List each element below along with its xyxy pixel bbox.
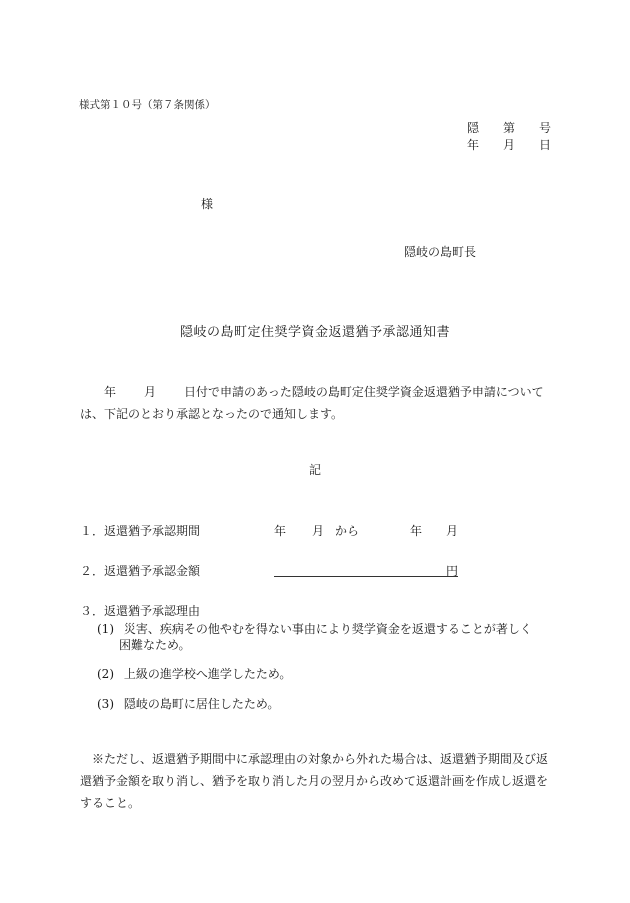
issue-date-row	[0, 136, 630, 152]
item2-label: 返還猶予承認金額	[104, 564, 201, 578]
amount-field[interactable]	[274, 562, 458, 577]
reason-3-text: 隠岐の島町に居住したため。	[123, 697, 280, 711]
date-day: 日	[539, 138, 552, 152]
reason-1	[97, 620, 532, 637]
date-year: 年	[467, 138, 480, 152]
item2-number: ２．	[80, 564, 105, 578]
reference-prefix: 隠	[467, 121, 480, 135]
reference-dai: 第	[503, 121, 516, 135]
period-from-month: 月	[312, 524, 325, 538]
currency-yen: 円	[445, 564, 458, 578]
form-number-label: 様式第１０号（第７条関係）	[79, 99, 216, 111]
reference-go: 号	[539, 121, 552, 135]
period-from-word: から	[335, 524, 360, 538]
body-month: 月	[144, 385, 157, 399]
reason-3	[97, 695, 279, 712]
body-year: 年	[104, 385, 117, 399]
issuer-name: 隠岐の島町長	[404, 245, 477, 259]
item1-label: 返還猶予承認期間	[104, 524, 201, 538]
reason-2-number: (2)	[97, 667, 114, 681]
item3-label: 返還猶予承認理由	[104, 604, 201, 618]
body-paragraph	[80, 381, 555, 425]
reason-1-number: (1)	[97, 622, 114, 636]
note-paragraph	[80, 748, 558, 814]
date-month: 月	[503, 138, 516, 152]
note-text: ※ただし、返還猶予期間中に承認理由の対象から外れた場合は、返還猶予期間及び返還猶予金額を取り消し、猶予を取り消した月の翌月から改めて返還計画を作成し返還をすること。	[80, 752, 549, 810]
period-to-year: 年	[410, 524, 423, 538]
item-approval-reason	[80, 602, 560, 618]
reason-2-text: 上級の進学校へ進学したため。	[123, 667, 292, 681]
reason-1-continuation: 困難なため。	[119, 638, 191, 652]
period-to-month: 月	[446, 524, 459, 538]
addressee-suffix: 様	[201, 197, 214, 211]
body-text: 日付で申請のあった隠岐の島町定住奨学資金返還猶予申請については、下記のとおり承認となったので通知します。	[80, 385, 544, 421]
reason-2	[97, 665, 291, 682]
item-approval-period	[80, 522, 560, 538]
item3-number: ３．	[80, 604, 105, 618]
reference-number-row	[0, 119, 630, 135]
item1-number: １．	[80, 524, 105, 538]
ki-heading: 記	[308, 463, 321, 477]
reason-3-number: (3)	[97, 697, 114, 711]
period-from-year: 年	[274, 524, 287, 538]
reason-1-text: 災害、疾病その他やむを得ない事由により奨学資金を返還することが著しく	[123, 622, 532, 636]
item-approval-amount	[80, 562, 560, 580]
document-title: 隠岐の島町定住奨学資金返還猶予承認通知書	[179, 325, 450, 340]
